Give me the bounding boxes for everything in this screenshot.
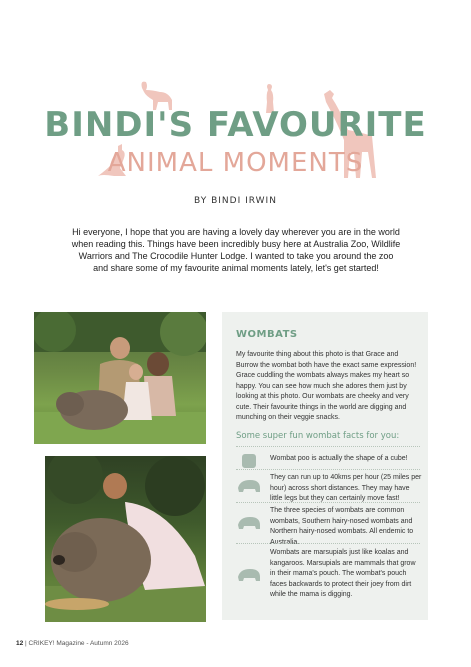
panel-body-text: My favourite thing about this photo is that Grace and Burrow the wombat both have the exact same expression! Grace cuddling the wombats always makes my heart so happy. You can see how much she adores them just by looking at this photo. Our wombats are cheeky and very cute. Their favourite things in the world are digging and munching on their veggie snacks.	[236, 351, 417, 421]
fact-divider	[236, 469, 420, 470]
footer-separator: |	[25, 640, 29, 647]
page-number: 12	[16, 640, 24, 647]
page-title: BINDI'S FAVOURITE	[44, 105, 427, 145]
fact-item: Wombats are marsupials just like koalas and kangaroos. Marsupials are mammals that grow in their mama's pouch. The wombat's pouch faces backwards to protect their joey from dirt while the mama is digging.	[270, 549, 416, 598]
fact-item: Wombat poo is actually the shape of a cube!	[270, 455, 408, 462]
publication-name: CRIKEY! Magazine - Autumn 2026	[28, 640, 129, 647]
wombat-icon	[236, 476, 262, 496]
byline: BY BINDI IRWIN	[194, 196, 277, 206]
cube-icon	[236, 451, 262, 471]
fact-divider	[236, 543, 420, 544]
wombat-info-panel	[222, 312, 428, 620]
fact-item: The three species of wombats are common wombats, Southern hairy-nosed wombats and Northern hairy-nosed wombats. All endemic to Australia.	[270, 507, 414, 546]
fact-item: They can run up to 40kms per hour (25 miles per hour) across short distances. They may have little legs but they can certainly move fast!	[270, 474, 422, 502]
panel-heading: WOMBATS	[236, 329, 298, 340]
wombat-icon	[236, 513, 262, 533]
facts-heading: Some super fun wombat facts for you:	[236, 431, 400, 441]
page-subtitle: ANIMAL MOMENTS	[107, 148, 364, 178]
family-wombat-photo	[34, 312, 206, 444]
page-footer	[16, 640, 129, 647]
intro-paragraph: Hi everyone, I hope that you are having a lovely day wherever you are in the world when reading this. Things have been incredibly busy here at Australia Zoo, Wildlife Warriors and The Crocodile Hunter Lodge. I wanted to take you around the zoo and share some of my favourite animal moments lately, let's get started!	[71, 227, 401, 273]
wombat-icon	[236, 565, 262, 585]
grace-wombat-photo	[45, 456, 206, 622]
fact-divider	[236, 502, 420, 503]
fact-divider	[236, 446, 420, 447]
